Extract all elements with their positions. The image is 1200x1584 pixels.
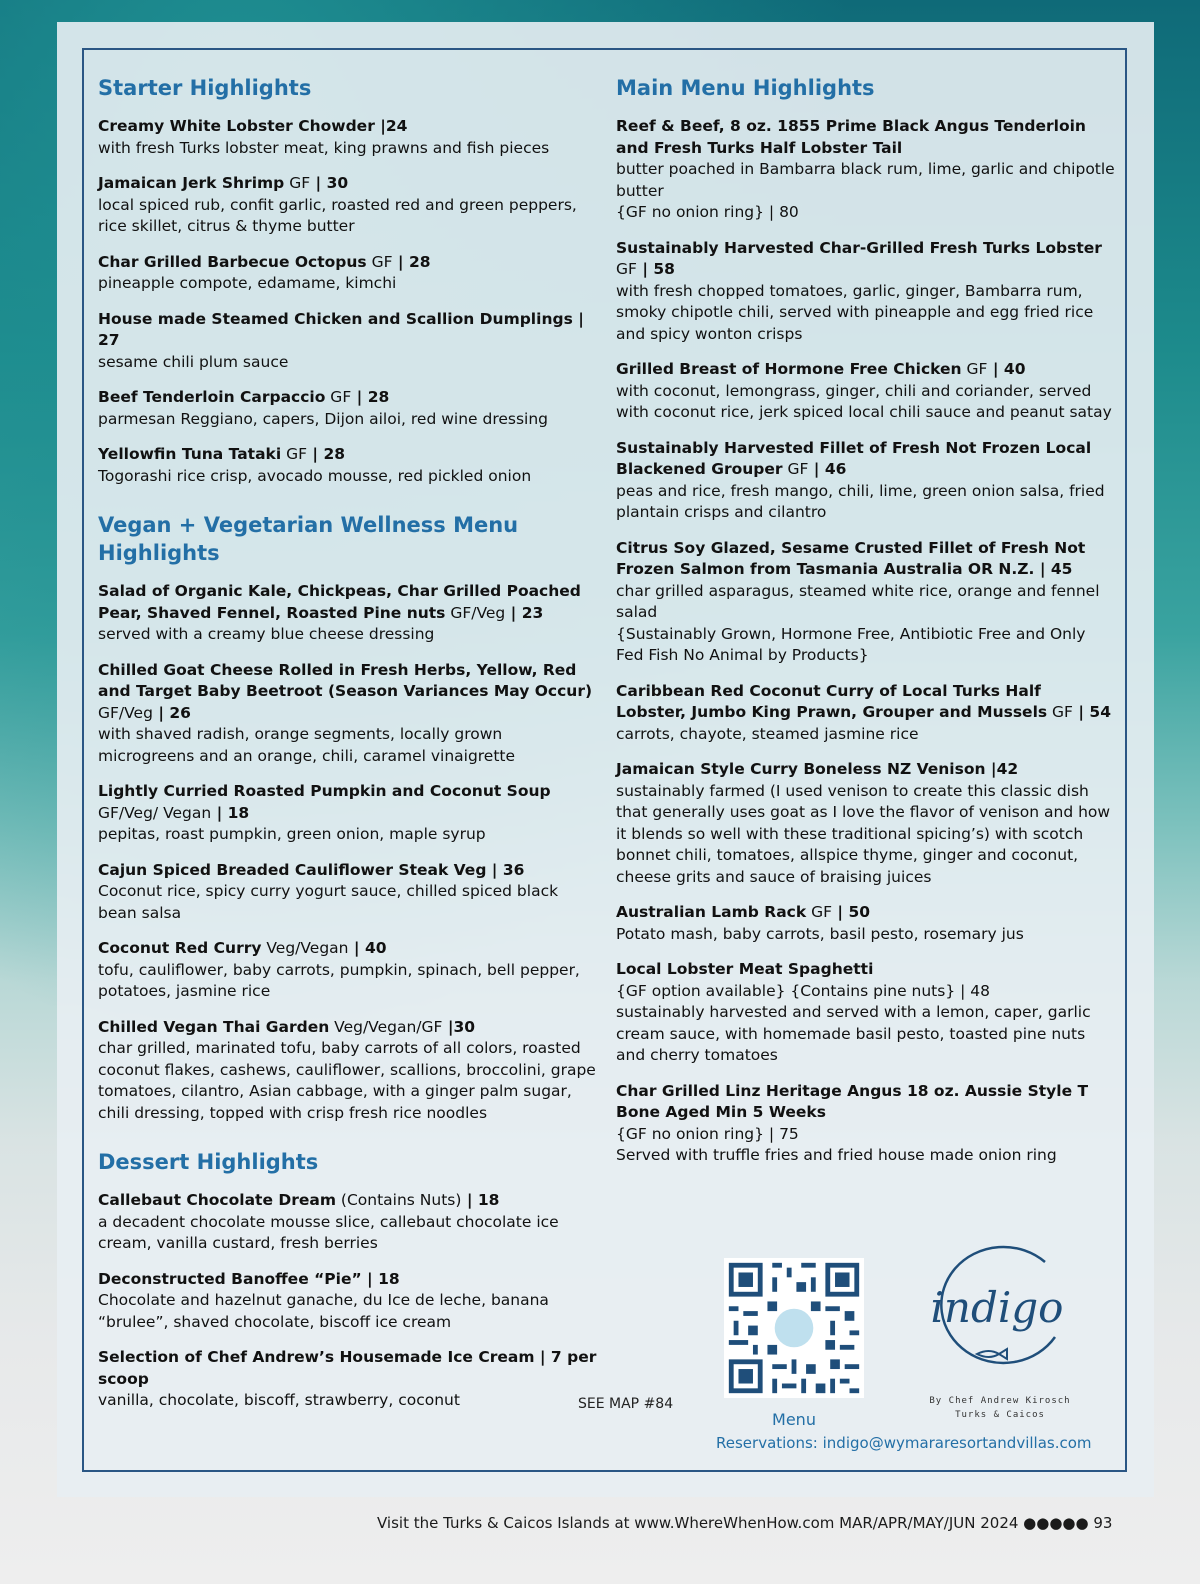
menu-item-title: Sustainably Harvested Fillet of Fresh Not Frozen Local Blackened Grouper [616, 438, 1092, 478]
menu-item-title: House made Steamed Chicken and Scallion Dumplings | 27 [98, 309, 584, 349]
menu-item-title: Local Lobster Meat Spaghetti [616, 960, 874, 978]
menu-item-description: vanilla, chocolate, biscoff, strawberry, coconut [98, 1391, 460, 1409]
menu-item-description: char grilled, marinated tofu, baby carrots of all colors, roasted coconut flakes, cashews, cauliflower, scallions, broccolini, grape tomatoes, cilantro, Asian cabbage, with a ginger palm sugar, chili dressing, topped with crisp fresh rice noodles [98, 1039, 596, 1122]
menu-item-description: pepitas, roast pumpkin, green onion, maple syrup [98, 825, 486, 843]
menu-item-title: Salad of Organic Kale, Chickpeas, Char Grilled Poached Pear, Shaved Fennel, Roasted Pine nuts [98, 582, 581, 622]
menu-item [616, 959, 1116, 1067]
menu-item-qualifier: GF/Veg/ Vegan [98, 803, 212, 822]
menu-item-description: Coconut rice, spicy curry yogurt sauce, chilled spiced black bean salsa [98, 882, 559, 922]
menu-item-price: |30 [442, 1017, 476, 1036]
menu-item-description: local spiced rub, confit garlic, roasted red and green peppers, rice skillet, citrus & thyme butter [98, 195, 577, 235]
menu-item-qualifier: GF [961, 360, 988, 378]
menu-item [616, 538, 1116, 667]
menu-item-description: peas and rice, fresh mango, chili, lime, green onion salsa, fried plantain crisps and cilantro [616, 481, 1105, 521]
menu-item-heading [98, 1269, 598, 1291]
menu-item-qualifier: GF/Veg [98, 703, 153, 722]
menu-item-price: | 46 [808, 460, 847, 478]
qr-menu-label: Menu [772, 1410, 816, 1429]
menu-item-title: Jamaican Jerk Shrimp [98, 174, 285, 192]
logo-byline [905, 1394, 1095, 1422]
menu-item [616, 238, 1116, 346]
menu-item [98, 860, 598, 925]
menu-item-title: Creamy White Lobster Chowder |24 [98, 117, 408, 135]
menu-item-qualifier: GF [284, 174, 311, 192]
menu-item-heading [616, 538, 1116, 581]
mains-heading: Main Menu Highlights [616, 76, 875, 100]
menu-item-description: tofu, cauliflower, baby carrots, pumpkin, spinach, bell pepper, potatoes, jasmine rice [98, 960, 580, 1000]
menu-item-description: Potato mash, baby carrots, basil pesto, rosemary jus [616, 924, 1024, 943]
menu-item-heading [616, 238, 1116, 281]
menu-item-heading [98, 387, 598, 409]
menu-item-price: | 54 [1072, 703, 1111, 721]
menu-item-title: Caribbean Red Coconut Curry of Local Turks Half Lobster, Jumbo King Prawn, Grouper and Mussels [616, 681, 1048, 721]
menu-item-qualifier: Veg/Vegan [261, 939, 349, 957]
menu-item-price: | 28 [351, 388, 390, 406]
menu-item-qualifier: GF [366, 252, 393, 271]
menu-item-price: | 18 [461, 1191, 500, 1209]
menu-item-description: butter poached in Bambarra black rum, lime, garlic and chipotle butter [616, 160, 1115, 200]
menu-item-qualifier: GF [616, 260, 637, 278]
menu-item-heading [616, 359, 1116, 381]
menu-item [616, 1081, 1116, 1167]
menu-item-description: with coconut, lemongrass, ginger, chili and coriander, served with coconut rice, jerk spiced local chili sauce and peanut satay [616, 381, 1112, 421]
menu-item-title: Chilled Goat Cheese Rolled in Fresh Herbs, Yellow, Red and Target Baby Beetroot (Season Variances May Occur) [98, 660, 593, 700]
menu-item [98, 1269, 598, 1334]
menu-item-title: Cajun Spiced Breaded Cauliflower Steak Veg | 36 [98, 860, 525, 879]
mains-list [616, 116, 1116, 1167]
menu-item-heading [98, 309, 598, 352]
menu-item-price: | 23 [505, 603, 544, 622]
menu-item-price: | 18 [211, 803, 250, 822]
menu-item-description: carrots, chayote, steamed jasmine rice [616, 724, 919, 743]
menu-item [616, 759, 1116, 888]
reservations-link[interactable]: Reservations: indigo@wymararesortandvillas.com [716, 1434, 1092, 1452]
menu-item [98, 1017, 598, 1125]
menu-item [98, 660, 598, 768]
menu-item-title: Yellowfin Tuna Tataki [98, 445, 282, 463]
menu-item-heading [616, 1081, 1116, 1124]
menu-item-heading [98, 860, 598, 882]
menu-item-heading [98, 444, 598, 466]
vegan-list [98, 581, 598, 1124]
starters-heading: Starter Highlights [98, 76, 312, 100]
menu-item-title: Jamaican Style Curry Boneless NZ Venison |42 [616, 760, 1019, 778]
left-column [98, 74, 598, 1412]
menu-item-qualifier: GF/Veg [445, 603, 506, 622]
menu-item-heading [98, 1190, 598, 1212]
dessert-heading: Dessert Highlights [98, 1150, 319, 1174]
menu-item [98, 1190, 598, 1255]
menu-item [98, 173, 598, 238]
menu-item [98, 444, 598, 487]
menu-item-qualifier: (Contains Nuts) [336, 1191, 462, 1209]
menu-item [616, 438, 1116, 524]
menu-item-heading [616, 902, 1116, 924]
menu-item-description: {GF no onion ring} | 75 [616, 1124, 799, 1143]
menu-item-title: Char Grilled Barbecue Octopus [98, 252, 367, 271]
menu-item-title: Selection of Chef Andrew’s Housemade Ice Cream | 7 per scoop [98, 1348, 597, 1388]
menu-item-title: Reef & Beef, 8 oz. 1855 Prime Black Angus Tenderloin and Fresh Turks Half Lobster Tail [616, 117, 1086, 157]
menu-item-description: Togorashi rice crisp, avocado mousse, red pickled onion [98, 466, 532, 485]
menu-item [616, 681, 1116, 746]
menu-item-title: Coconut Red Curry [98, 939, 262, 957]
menu-item-heading [98, 252, 598, 274]
menu-item-title: Grilled Breast of Hormone Free Chicken [616, 360, 962, 378]
byline-location: Turks & Caicos [955, 1410, 1045, 1420]
menu-item-description: sustainably farmed (I used venison to create this classic dish that generally uses goat as I love the flavor of venison and how it blends so well with these traditional spicing’s) with scotch bonnet chili, tomatoes, allspice thyme, ginger and coconut, cheese grits and sauce of braising juices [616, 781, 1111, 886]
menu-item-heading [98, 581, 598, 624]
vegan-heading: Vegan + Vegetarian Wellness Menu Highlights [98, 513, 519, 565]
menu-item-heading [98, 1347, 598, 1390]
menu-item-heading [616, 959, 1116, 981]
menu-item-description: Chocolate and hazelnut ganache, du Ice de leche, banana “brulee”, shaved chocolate, biscoff ice cream [98, 1291, 549, 1331]
menu-item [98, 1347, 598, 1412]
menu-item-description: with fresh chopped tomatoes, garlic, ginger, Bambarra rum, smoky chipotle chili, served with pineapple and egg fried rice and spicy wonton crisps [616, 281, 1094, 343]
menu-item-description: with shaved radish, orange segments, locally grown microgreens and an orange, chili, caramel vinaigrette [98, 725, 516, 765]
menu-item-price: | 50 [832, 903, 871, 921]
menu-item-title: Sustainably Harvested Char-Grilled Fresh Turks Lobster [616, 238, 1102, 257]
menu-item [98, 309, 598, 374]
menu-item-title: Callebaut Chocolate Dream [98, 1191, 336, 1209]
page-footer: Visit the Turks & Caicos Islands at www.WhereWhenHow.com MAR/APR/MAY/JUN 2024 ●●●●● 93 [377, 1514, 1113, 1532]
qr-code-icon [724, 1258, 864, 1398]
menu-item [616, 902, 1116, 945]
menu-item [98, 581, 598, 646]
dessert-list [98, 1190, 598, 1412]
right-column [616, 74, 1116, 1167]
menu-item-description: pineapple compote, edamame, kimchi [98, 274, 397, 292]
menu-item-heading [98, 781, 598, 824]
menu-item-description: with fresh Turks lobster meat, king prawns and fish pieces [98, 138, 550, 157]
menu-item-note: {Sustainably Grown, Hormone Free, Antibiotic Free and Only Fed Fish No Animal by Products} [616, 624, 1086, 664]
menu-item-qualifier: GF [325, 388, 352, 406]
menu-item-price: | 40 [987, 360, 1026, 378]
qr-code[interactable] [724, 1258, 864, 1398]
menu-item-description: {GF option available} {Contains pine nuts} | 48 [616, 981, 990, 1000]
menu-item [98, 781, 598, 846]
indigo-logo-text: indigo [930, 1283, 1064, 1332]
menu-item [98, 252, 598, 295]
menu-item-qualifier: GF [782, 460, 809, 478]
menu-item-heading [98, 660, 598, 725]
menu-item [616, 359, 1116, 424]
menu-item-description: sesame chili plum sauce [98, 352, 289, 371]
menu-item [616, 116, 1116, 224]
menu-item-price: | 28 [307, 445, 346, 463]
menu-item-description: char grilled asparagus, steamed white rice, orange and fennel salad [616, 581, 1100, 621]
menu-item-heading [616, 116, 1116, 159]
menu-item-heading [98, 938, 598, 960]
byline-chef: By Chef Andrew Kirosch [929, 1396, 1071, 1406]
menu-item-title: Australian Lamb Rack [616, 903, 807, 921]
menu-item-qualifier: GF [806, 903, 833, 921]
menu-item-heading [98, 173, 598, 195]
menu-item-title: Deconstructed Banoffee “Pie” | 18 [98, 1269, 400, 1288]
menu-item-title: Lightly Curried Roasted Pumpkin and Coconut Soup [98, 782, 551, 800]
menu-item-title: Char Grilled Linz Heritage Angus 18 oz. Aussie Style T Bone Aged Min 5 Weeks [616, 1081, 1089, 1121]
menu-item-qualifier: GF [1047, 703, 1073, 721]
menu-item [98, 387, 598, 430]
menu-item [98, 116, 598, 159]
menu-item-description: served with a creamy blue cheese dressing [98, 625, 435, 643]
menu-item-title: Chilled Vegan Thai Garden [98, 1017, 330, 1036]
menu-item-price: | 26 [152, 703, 191, 722]
menu-item-price: | 58 [636, 260, 675, 278]
menu-item-title: Citrus Soy Glazed, Sesame Crusted Fillet of Fresh Not Frozen Salmon from Tasmania Australia OR N.Z. | 45 [616, 538, 1086, 578]
menu-item-note: Served with truffle fries and fried house made onion ring [616, 1146, 1057, 1164]
menu-item-title: Beef Tenderloin Carpaccio [98, 388, 326, 406]
menu-item [98, 938, 598, 1003]
menu-item-price: | 40 [348, 939, 387, 957]
starters-list [98, 116, 598, 487]
menu-item-price: | 28 [392, 252, 431, 271]
menu-item-heading [98, 1017, 598, 1039]
menu-item-description: parmesan Reggiano, capers, Dijon ailoi, red wine dressing [98, 409, 549, 428]
see-map-label: SEE MAP #84 [578, 1396, 674, 1412]
menu-item-qualifier: GF [281, 445, 308, 463]
menu-item-heading [616, 438, 1116, 481]
menu-item-price: | 30 [310, 174, 349, 192]
menu-item-qualifier: Veg/Vegan/GF [329, 1017, 443, 1036]
menu-item-heading [616, 759, 1116, 781]
menu-item-note: sustainably harvested and served with a lemon, caper, garlic cream sauce, with homemade basil pesto, toasted pine nuts and cherry tomatoes [616, 1003, 1091, 1064]
menu-item-description: a decadent chocolate mousse slice, callebaut chocolate ice cream, vanilla custard, fresh berries [98, 1212, 559, 1252]
menu-item-note: {GF no onion ring} | 80 [616, 203, 799, 221]
menu-item-heading [98, 116, 598, 138]
menu-item-heading [616, 681, 1116, 724]
